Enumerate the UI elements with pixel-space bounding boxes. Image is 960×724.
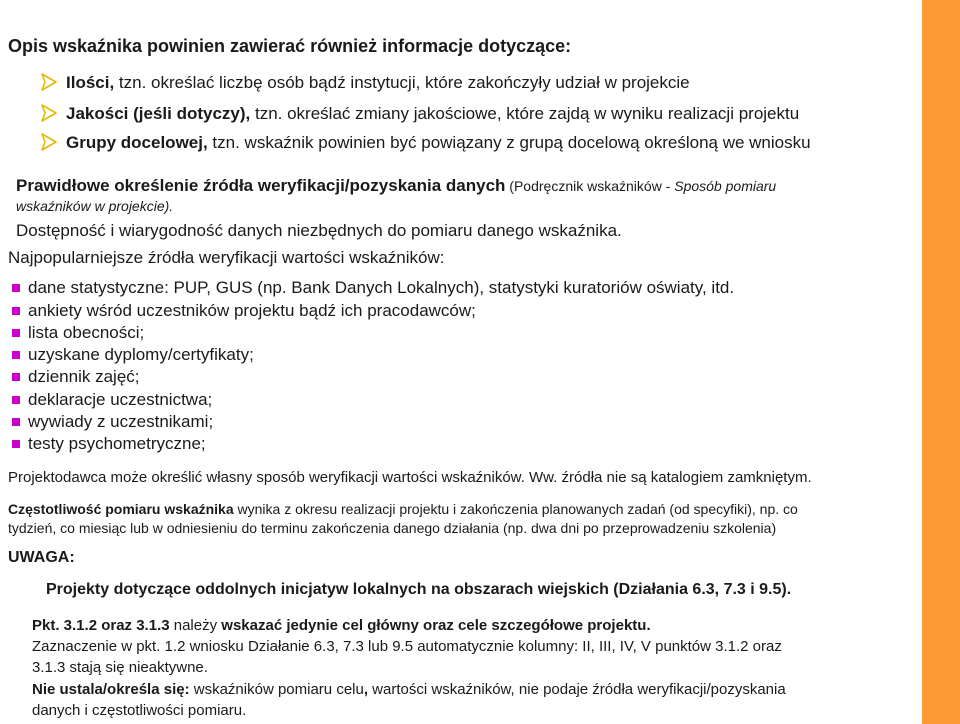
points-line5: danych i częstotliwości pomiaru. — [32, 702, 247, 719]
square-bullet-icon — [12, 418, 20, 426]
points-line4 — [32, 681, 786, 698]
not-set-label: Nie ustala/określa się: — [32, 681, 190, 698]
square-bullet-icon — [12, 396, 20, 404]
source-title: Prawidłowe określenie źródła weryfikacji/pozyskania danych — [16, 176, 506, 195]
points-line1 — [32, 617, 651, 634]
points-line3: 3.1.3 stają się nieaktywne. — [32, 659, 208, 676]
warning-label: UWAGA: — [8, 549, 75, 566]
chevron-item — [66, 104, 799, 124]
item-text: tzn. określać liczbę osób bądź instytucji, które zakończyły udział w projekcie — [114, 73, 690, 92]
not-set-text-cont: wartości wskaźników, nie podaje źródła weryfikacji/pozyskania — [368, 681, 786, 698]
source-ref: (Podręcznik wskaźników - — [505, 178, 675, 194]
list-item: lista obecności; — [28, 323, 145, 342]
not-set-text: wskaźników pomiaru celu — [189, 681, 364, 698]
list-item: dane statystyczne: PUP, GUS (np. Bank Danych Lokalnych), statystyki kuratoriów oświaty, itd. — [28, 278, 735, 297]
chevron-item — [66, 73, 690, 93]
square-bullet-icon — [12, 284, 20, 292]
item-keyword: Grupy docelowej, — [66, 133, 208, 152]
item-text: tzn. wskaźnik powinien być powiązany z grupą docelową określoną we wniosku — [207, 133, 811, 152]
chevron-right-icon — [40, 73, 58, 91]
square-bullet-icon — [12, 307, 20, 315]
section-heading: Opis wskaźnika powinien zawierać również informacje dotyczące: — [8, 36, 572, 56]
frequency-text: wynika z okresu realizacji projektu i zakończenia planowanych zadań (od specyfiki), np. co — [233, 501, 798, 517]
list-item: wywiady z uczestnikami; — [28, 412, 214, 431]
square-bullet-icon — [12, 373, 20, 381]
frequency-paragraph — [8, 501, 798, 517]
list-item: deklaracje uczestnictwa; — [28, 390, 213, 409]
source-ref-line2: wskaźników w projekcie). — [16, 198, 174, 214]
item-text: tzn. określać zmiany jakościowe, które zajdą w wyniku realizacji projektu — [250, 104, 800, 123]
chevron-right-icon — [40, 104, 58, 122]
points-connector: należy — [169, 617, 222, 634]
square-bullet-icon — [12, 351, 20, 359]
list-item: uzyskane dyplomy/certyfikaty; — [28, 345, 254, 364]
item-keyword: Ilości, — [66, 73, 115, 92]
list-item: dziennik zajęć; — [28, 367, 140, 386]
frequency-title: Częstotliwość pomiaru wskaźnika — [8, 501, 234, 517]
points-instruction: wskazać jedynie cel główny oraz cele szczegółowe projektu. — [221, 617, 651, 634]
points-ref: Pkt. 3.1.2 oraz 3.1.3 — [32, 617, 170, 634]
frequency-line2: tydzień, co miesiąc lub w odniesieniu do terminu zakończenia danego działania (np. dwa dni po przeprowadzeniu szkolenia) — [8, 520, 777, 536]
list-item: testy psychometryczne; — [28, 434, 206, 453]
chevron-item — [66, 133, 811, 153]
initiatives-text: Projekty dotyczące oddolnych inicjatyw lokalnych na obszarach wiejskich (Działania 6.3, 7.3 i 9.5). — [46, 581, 792, 598]
source-paragraph — [16, 176, 776, 196]
chevron-right-icon — [40, 133, 58, 151]
item-keyword: Jakości (jeśli dotyczy), — [66, 104, 251, 123]
applicant-note: Projektodawca może określić własny sposób weryfikacji wartości wskaźników. Ww. źródła nie są katalogiem zamkniętym. — [8, 469, 812, 486]
popular-sources-heading: Najpopularniejsze źródła weryfikacji wartości wskaźników: — [8, 248, 445, 267]
source-ref-italic: Sposób pomiaru — [674, 178, 777, 194]
square-bullet-icon — [12, 440, 20, 448]
points-line2: Zaznaczenie w pkt. 1.2 wniosku Działanie 6.3, 7.3 lub 9.5 automatycznie kolumny: II, III, IV, V punktów 3.1.2 oraz — [32, 638, 782, 655]
side-bar — [922, 0, 960, 724]
availability-text: Dostępność i wiarygodność danych niezbędnych do pomiaru danego wskaźnika. — [16, 221, 622, 240]
square-bullet-icon — [12, 329, 20, 337]
list-item: ankiety wśród uczestników projektu bądź ich pracodawców; — [28, 301, 476, 320]
not-set-comma: , — [363, 681, 369, 698]
